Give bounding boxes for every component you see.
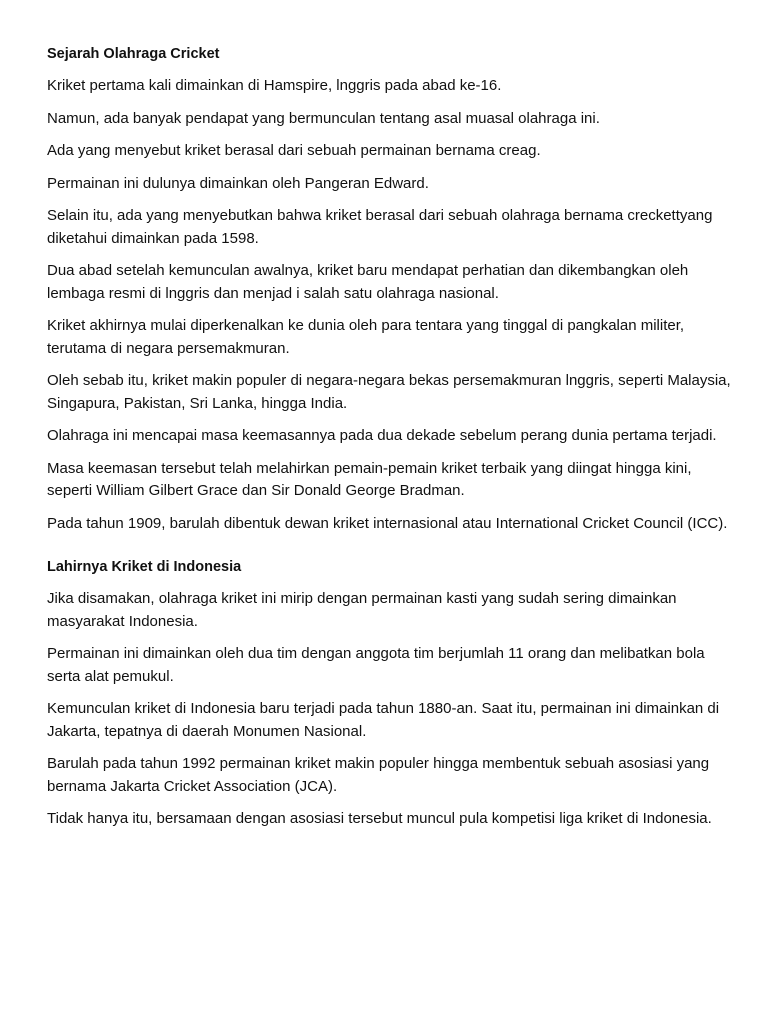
paragraph: Masa keemasan tersebut telah melahirkan pemain-pemain kriket terbaik yang diingat hingga kini, seperti William Gilbert Grace dan Sir Donald George Bradman.	[47, 459, 692, 499]
paragraph: Ada yang menyebut kriket berasal dari sebuah permainan bernama creag.	[47, 142, 541, 159]
paragraph: Selain itu, ada yang menyebutkan bahwa kriket berasal dari sebuah olahraga bernama creckettyang diketahui dimainkan pada 1598.	[47, 207, 713, 247]
paragraph: Kriket akhirnya mulai diperkenalkan ke dunia oleh para tentara yang tinggal di pangkalan militer, terutama di negara persemakmuran.	[47, 317, 685, 357]
section-heading: Lahirnya Kriket di Indonesia	[47, 559, 242, 575]
paragraph: Permainan ini dulunya dimainkan oleh Pangeran Edward.	[47, 174, 429, 192]
section-heading: Sejarah Olahraga Cricket	[47, 46, 220, 62]
paragraph: Permainan ini dimainkan oleh dua tim dengan anggota tim berjumlah 11 orang dan melibatkan bola serta alat pemukul.	[47, 645, 705, 685]
paragraph: Barulah pada tahun 1992 permainan kriket makin populer hingga membentuk sebuah asosiasi yang bernama Jakarta Cricket Association (JCA).	[47, 755, 710, 795]
paragraph: Kriket pertama kali dimainkan di Hamspire, lnggris pada abad ke-16.	[47, 77, 502, 94]
paragraph: Namun, ada banyak pendapat yang bermunculan tentang asal muasal olahraga ini.	[47, 109, 600, 127]
paragraph: Pada tahun 1909, barulah dibentuk dewan kriket internasional atau International Cricket Council (ICC).	[47, 514, 728, 532]
paragraph: Jika disamakan, olahraga kriket ini mirip dengan permainan kasti yang sudah sering dimainkan masyarakat Indonesia.	[47, 590, 677, 630]
paragraph: Tidak hanya itu, bersamaan dengan asosiasi tersebut muncul pula kompetisi liga kriket di Indonesia.	[47, 810, 712, 827]
document-page	[47, 44, 737, 841]
section-sejarah-olahraga-cricket	[47, 44, 737, 535]
paragraph: Dua abad setelah kemunculan awalnya, kriket baru mendapat perhatian dan dikembangkan oleh lembaga resmi di lnggris dan menjad i salah satu olahraga nasional.	[47, 262, 689, 302]
paragraph: Kemunculan kriket di Indonesia baru terjadi pada tahun 1880-an. Saat itu, permainan ini dimainkan di Jakarta, tepatnya di daerah Monumen Nasional.	[47, 700, 720, 740]
section-lahirnya-kriket-di-indonesia	[47, 557, 737, 831]
paragraph: Oleh sebab itu, kriket makin populer di negara-negara bekas persemakmuran lnggris, seperti Malaysia, Singapura, Pakistan, Sri Lanka, hingga India.	[47, 372, 731, 412]
paragraph: Olahraga ini mencapai masa keemasannya pada dua dekade sebelum perang dunia pertama terjadi.	[47, 427, 717, 444]
